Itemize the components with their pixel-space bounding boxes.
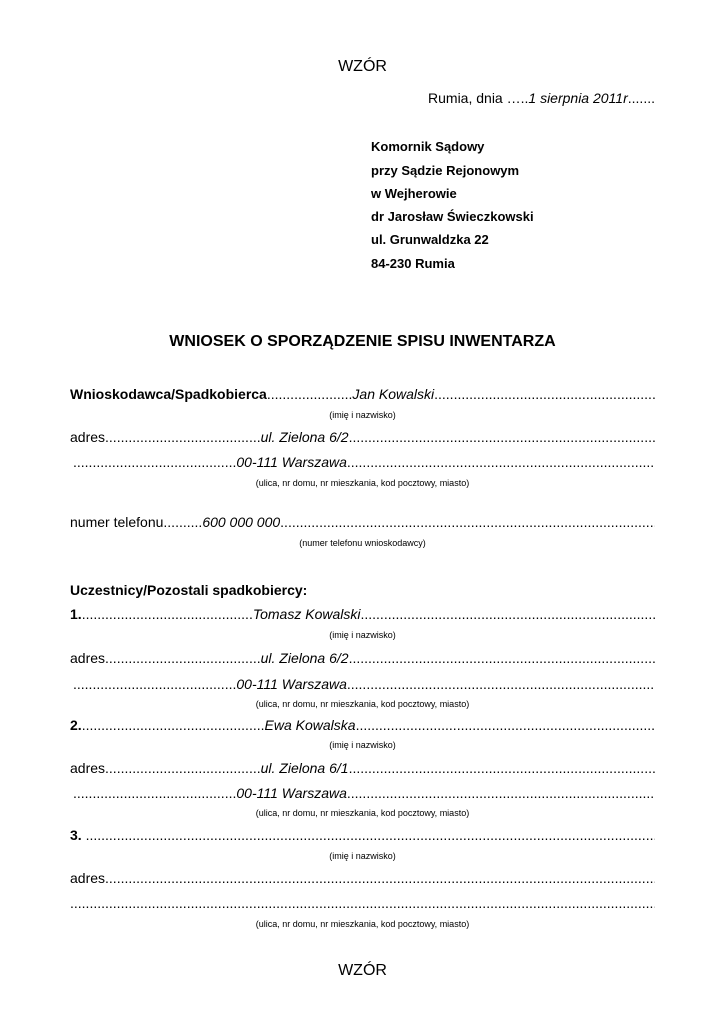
address-label: adres <box>70 650 106 666</box>
applicant-name: Jan Kowalski <box>352 386 435 402</box>
recipient-line: 84-230 Rumia <box>371 256 455 271</box>
footer-wzor: WZÓR <box>338 962 387 979</box>
phone-hint: (numer telefonu wnioskodawcy) <box>299 538 426 548</box>
participant-street-line <box>70 870 655 886</box>
participant-name: Ewa Kowalska <box>264 717 356 733</box>
dot-fill <box>70 895 655 911</box>
dot-lead: ............................................ <box>81 606 253 622</box>
date-prefix: Rumia, dnia ….. <box>428 90 529 106</box>
address-hint: (ulica, nr domu, nr mieszkania, kod pocztowy, miasto) <box>255 919 470 929</box>
applicant-phone: 600 000 000 <box>202 514 281 530</box>
dot-fill <box>356 717 655 733</box>
date-value: 1 sierpnia 2011r <box>528 90 628 106</box>
applicant-street-line <box>70 429 655 445</box>
participant-name: Tomasz Kowalski <box>252 606 361 622</box>
document-title: WNIOSEK O SPORZĄDZENIE SPISU INWENTARZA <box>169 333 556 350</box>
header-wzor: WZÓR <box>338 58 387 75</box>
dot-fill <box>434 386 655 402</box>
dot-lead: .......................................... <box>73 454 237 470</box>
applicant-phone-line <box>70 514 655 530</box>
dot-fill <box>280 514 655 530</box>
participant-street: ul. Zielona 6/2 <box>260 650 349 666</box>
name-hint: (imię i nazwisko) <box>329 630 396 640</box>
applicant-name-line <box>70 386 655 402</box>
participant-number: 3. <box>70 827 82 843</box>
name-hint: (imię i nazwisko) <box>329 740 396 750</box>
recipient-line: dr Jarosław Świeczkowski <box>371 209 534 224</box>
recipient-line: ul. Grunwaldzka 22 <box>371 232 489 247</box>
dot-lead: .......... <box>163 514 203 530</box>
dot-fill <box>349 429 655 445</box>
participant-city: 00-111 Warszawa <box>236 785 347 801</box>
dot-fill <box>105 870 655 886</box>
recipient-line: w Wejherowie <box>371 186 457 201</box>
phone-label: numer telefonu <box>70 514 164 530</box>
dot-lead: ............................................... <box>81 717 265 733</box>
address-hint: (ulica, nr domu, nr mieszkania, kod pocztowy, miasto) <box>255 478 470 488</box>
recipient-line: Komornik Sądowy <box>371 139 485 154</box>
date-line <box>428 90 655 106</box>
participant-street-line <box>70 650 655 666</box>
participant-name-line <box>70 827 655 843</box>
dot-lead: ........................................ <box>105 650 261 666</box>
address-label: adres <box>70 760 106 776</box>
dot-fill <box>347 454 655 470</box>
participant-street: ul. Zielona 6/1 <box>260 760 349 776</box>
dot-lead: ...................... <box>266 386 353 402</box>
participant-city-line <box>73 676 655 692</box>
address-hint: (ulica, nr domu, nr mieszkania, kod pocztowy, miasto) <box>255 808 470 818</box>
participant-number: 1. <box>70 606 82 622</box>
participant-city: 00-111 Warszawa <box>236 676 347 692</box>
name-hint: (imię i nazwisko) <box>329 851 396 861</box>
name-hint: (imię i nazwisko) <box>329 410 396 420</box>
dot-lead: .......................................... <box>73 785 237 801</box>
participants-heading: Uczestnicy/Pozostali spadkobiercy: <box>70 582 308 598</box>
dot-fill <box>86 827 655 843</box>
dot-lead: ........................................ <box>105 429 261 445</box>
participant-city-line <box>73 785 655 801</box>
participant-city-line <box>70 895 655 911</box>
date-suffix: ....... <box>627 90 655 106</box>
address-label: adres <box>70 870 106 886</box>
participant-name-line <box>70 717 655 733</box>
dot-fill <box>349 650 655 666</box>
participant-street-line <box>70 760 655 776</box>
applicant-label: Wnioskodawca/Spadkobierca <box>70 386 267 402</box>
applicant-street: ul. Zielona 6/2 <box>260 429 349 445</box>
dot-fill <box>347 676 655 692</box>
dot-fill <box>360 606 655 622</box>
dot-lead: .......................................... <box>73 676 237 692</box>
address-label: adres <box>70 429 106 445</box>
address-hint: (ulica, nr domu, nr mieszkania, kod pocztowy, miasto) <box>255 699 470 709</box>
participant-number: 2. <box>70 717 82 733</box>
dot-lead: ........................................ <box>105 760 261 776</box>
participant-name-line <box>70 606 655 622</box>
dot-fill <box>349 760 655 776</box>
dot-fill <box>347 785 655 801</box>
applicant-city: 00-111 Warszawa <box>236 454 347 470</box>
recipient-line: przy Sądzie Rejonowym <box>371 163 520 178</box>
applicant-city-line <box>73 454 655 470</box>
